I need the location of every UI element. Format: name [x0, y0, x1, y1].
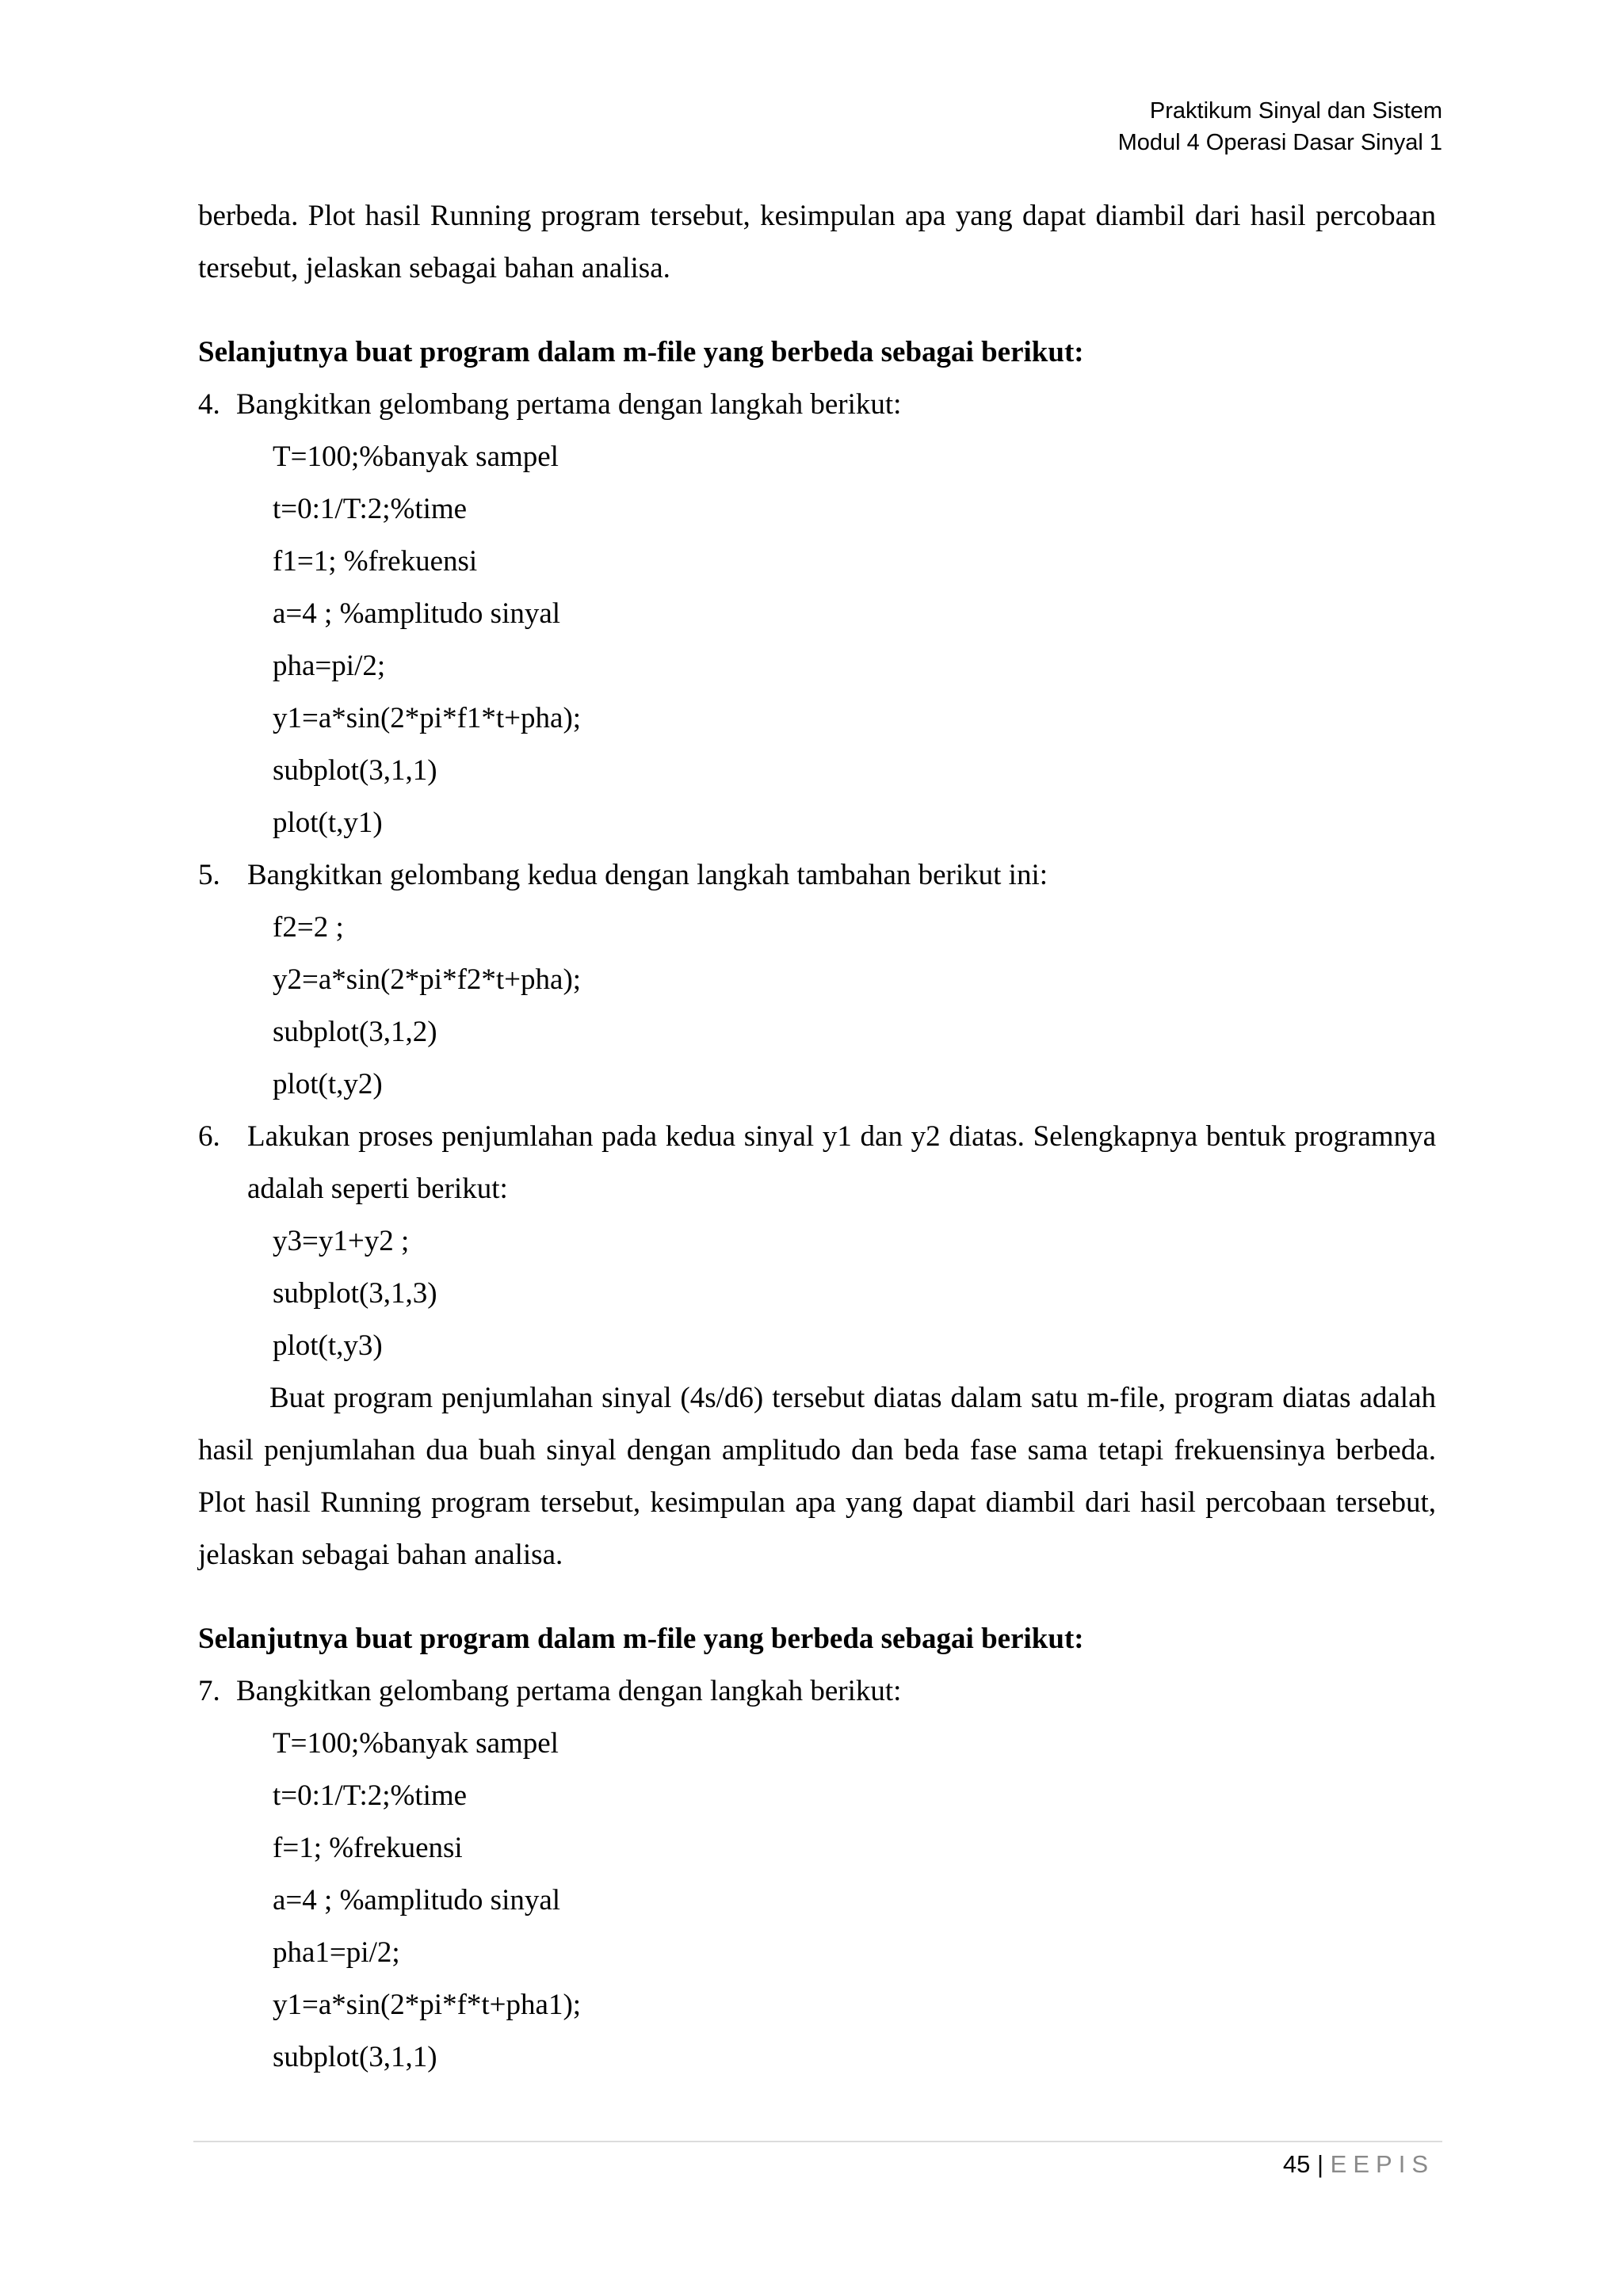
code-line: pha1=pi/2;	[273, 1936, 400, 1969]
footer-divider	[193, 2141, 1442, 2142]
analysis-paragraph: Buat program penjumlahan sinyal (4s/d6) tersebut diatas dalam satu m-file, program diatas adalah hasil penjumlahan dua buah sinyal dengan amplitudo dan beda fase sama tetapi frekuensinya berbeda. Plot hasil Running program tersebut, kesimpulan apa yang dapat diambil dari hasil percobaan tersebut, jelaskan sebagai bahan analisa.	[198, 1382, 1436, 1571]
code-block-step-6	[198, 1215, 1436, 1372]
footer-brand: EEPIS	[1330, 2150, 1434, 2178]
step-text: Lakukan proses penjumlahan pada kedua sinyal y1 dan y2 diatas. Selengkapnya bentuk programnya adalah seperti berikut:	[247, 1120, 1436, 1205]
section-heading-2: Selanjutnya buat program dalam m-file yang berbeda sebagai berikut:	[198, 1623, 1084, 1655]
step-text: Bangkitkan gelombang pertama dengan langkah berikut:	[236, 1675, 902, 1707]
code-block-step-7	[198, 1718, 1436, 2084]
code-line: y2=a*sin(2*pi*f2*t+pha);	[273, 963, 582, 996]
page-number: 45	[1282, 2150, 1311, 2178]
spacer	[198, 1581, 1436, 1613]
code-line: y1=a*sin(2*pi*f*t+pha1);	[273, 1989, 582, 2021]
code-line: subplot(3,1,1)	[273, 2041, 437, 2073]
header-course-title: Praktikum Sinyal dan Sistem	[1149, 98, 1442, 124]
code-line: a=4 ; %amplitudo sinyal	[273, 1884, 561, 1917]
step-6	[198, 1111, 1436, 1215]
step-number: 6.	[198, 1120, 220, 1153]
step-number: 7.	[198, 1675, 220, 1707]
code-line: t=0:1/T:2;%time	[273, 1779, 468, 1812]
code-line: f2=2 ;	[273, 911, 344, 944]
step-text: Bangkitkan gelombang pertama dengan langkah berikut:	[236, 388, 902, 421]
code-line: y1=a*sin(2*pi*f1*t+pha);	[273, 702, 582, 734]
code-line: plot(t,y2)	[273, 1068, 383, 1100]
code-line: subplot(3,1,1)	[273, 754, 437, 787]
running-header	[1118, 95, 1442, 158]
code-line: plot(t,y3)	[273, 1329, 383, 1362]
code-line: f=1; %frekuensi	[273, 1832, 463, 1864]
step-7	[198, 1665, 1436, 1718]
page-footer	[1283, 2149, 1434, 2180]
code-line: plot(t,y1)	[273, 807, 383, 839]
page-body	[198, 190, 1436, 2084]
intro-paragraph: berbeda. Plot hasil Running program tersebut, kesimpulan apa yang dapat diambil dari hasil percobaan tersebut, jelaskan sebagai bahan analisa.	[198, 200, 1436, 284]
code-line: subplot(3,1,2)	[273, 1016, 437, 1048]
code-line: pha=pi/2;	[273, 650, 386, 682]
step-number: 5.	[198, 859, 220, 891]
code-line: subplot(3,1,3)	[273, 1277, 437, 1310]
code-line: f1=1; %frekuensi	[273, 545, 478, 578]
step-text: Bangkitkan gelombang kedua dengan langkah tambahan berikut ini:	[247, 859, 1048, 891]
code-line: t=0:1/T:2;%time	[273, 493, 468, 525]
code-block-step-5	[198, 902, 1436, 1111]
header-module-title: Modul 4 Operasi Dasar Sinyal 1	[1117, 130, 1442, 155]
footer-separator: |	[1316, 2150, 1324, 2178]
spacer	[198, 295, 1436, 326]
code-line: y3=y1+y2 ;	[273, 1225, 410, 1257]
step-5	[198, 849, 1436, 902]
code-line: T=100;%banyak sampel	[273, 1727, 559, 1760]
step-number: 4.	[198, 388, 220, 421]
code-line: T=100;%banyak sampel	[273, 441, 559, 473]
step-4	[198, 379, 1436, 431]
section-heading-1: Selanjutnya buat program dalam m-file yang berbeda sebagai berikut:	[198, 336, 1084, 368]
code-line: a=4 ; %amplitudo sinyal	[273, 597, 561, 630]
code-block-step-4	[198, 431, 1436, 849]
